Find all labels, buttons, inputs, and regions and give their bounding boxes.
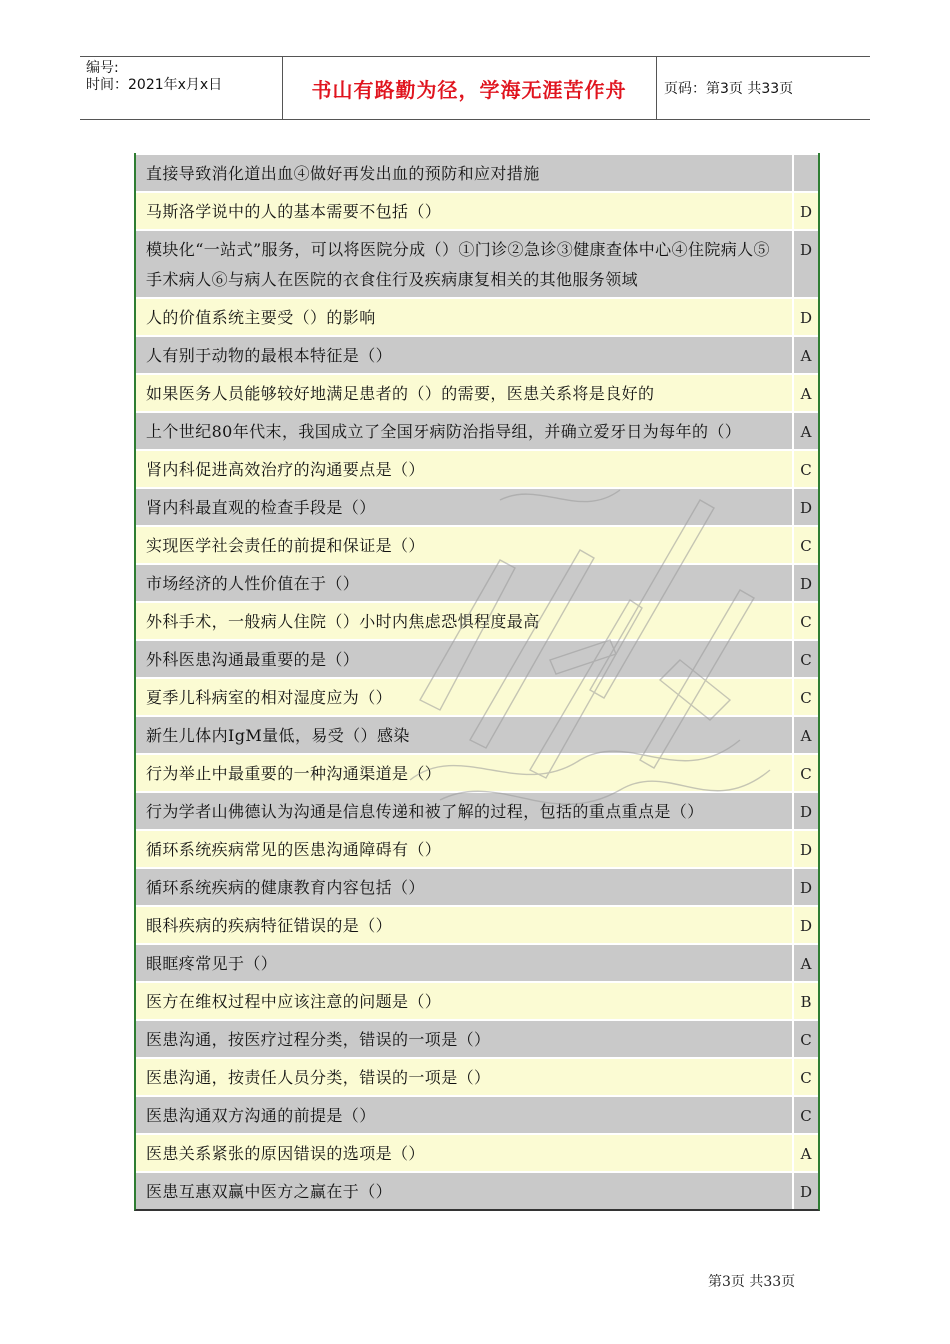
table-row [136,525,818,563]
table-row [136,563,818,601]
answer-letter: C [792,1059,818,1095]
question-answer-table [134,153,820,1211]
question-text: 新生儿体内IgM量低，易受（）感染 [136,717,792,753]
question-text: 循环系统疾病常见的医患沟通障碍有（） [136,831,792,867]
question-text: 马斯洛学说中的人的基本需要不包括（） [136,193,792,229]
page-header [80,56,870,120]
table-row [136,449,818,487]
answer-letter: C [792,641,818,677]
header-meta [86,60,282,116]
table-row [136,867,818,905]
question-text: 模块化“一站式”服务，可以将医院分成（）①门诊②急诊③健康查体中心④住院病人⑤手术病人⑥与病人在医院的衣食住行及疾病康复相关的其他服务领域 [136,231,792,297]
answer-letter: C [792,755,818,791]
question-text: 医患沟通双方沟通的前提是（） [136,1097,792,1133]
question-text: 循环系统疾病的健康教育内容包括（） [136,869,792,905]
answer-letter: D [792,193,818,229]
question-text: 眼眶疼常见于（） [136,945,792,981]
document-number-label: 编号: [86,60,119,76]
answer-letter: C [792,679,818,715]
table-row [136,191,818,229]
question-text: 如果医务人员能够较好地满足患者的（）的需要，医患关系将是良好的 [136,375,792,411]
answer-letter: D [792,489,818,525]
header-motto: 书山有路勤为径，学海无涯苦作舟 [311,77,627,102]
answer-letter: C [792,603,818,639]
answer-letter: D [792,793,818,829]
answer-letter: C [792,527,818,563]
table-row [136,677,818,715]
answer-letter: D [792,869,818,905]
header-page-number: 页码：第3页 共33页 [664,81,794,97]
table-row [136,373,818,411]
table-row [136,487,818,525]
question-text: 人的价值系统主要受（）的影响 [136,299,792,335]
question-text: 医方在维权过程中应该注意的问题是（） [136,983,792,1019]
table-row [136,981,818,1019]
answer-letter: C [792,1021,818,1057]
question-text: 医患关系紧张的原因错误的选项是（） [136,1135,792,1171]
header-divider [656,57,657,119]
table-row [136,229,818,297]
answer-letter: D [792,231,818,297]
answer-letter: D [792,565,818,601]
question-text: 行为学者山佛德认为沟通是信息传递和被了解的过程，包括的重点重点是（） [136,793,792,829]
table-row [136,1019,818,1057]
table-row [136,1171,818,1209]
table-row [136,753,818,791]
answer-letter: C [792,1097,818,1133]
table-row [136,1095,818,1133]
answer-letter: A [792,413,818,449]
question-text: 上个世纪80年代末，我国成立了全国牙病防治指导组，并确立爱牙日为每年的（） [136,413,792,449]
table-row [136,943,818,981]
answer-letter: D [792,831,818,867]
table-row [136,791,818,829]
table-row [136,335,818,373]
answer-letter: A [792,1135,818,1171]
question-text: 市场经济的人性价值在于（） [136,565,792,601]
question-text: 眼科疾病的疾病特征错误的是（） [136,907,792,943]
answer-letter: B [792,983,818,1019]
answer-letter: D [792,1173,818,1209]
document-time-label: 时间：2021年x月x日 [86,77,223,93]
answer-letter: A [792,717,818,753]
answer-letter: A [792,945,818,981]
table-row [136,715,818,753]
table-row [136,601,818,639]
table-row [136,297,818,335]
table-row [136,829,818,867]
table-row [136,1057,818,1095]
question-text: 肾内科促进高效治疗的沟通要点是（） [136,451,792,487]
answer-letter [792,155,818,191]
footer-page-number: 第3页 共33页 [708,1274,796,1290]
question-text: 直接导致消化道出血④做好再发出血的预防和应对措施 [136,155,792,191]
table-row [136,639,818,677]
question-text: 人有别于动物的最根本特征是（） [136,337,792,373]
answer-letter: C [792,451,818,487]
answer-letter: A [792,375,818,411]
question-text: 行为举止中最重要的一种沟通渠道是（） [136,755,792,791]
question-text: 肾内科最直观的检查手段是（） [136,489,792,525]
question-text: 医患沟通，按责任人员分类，错误的一项是（） [136,1059,792,1095]
answer-letter: D [792,907,818,943]
question-text: 医患沟通，按医疗过程分类，错误的一项是（） [136,1021,792,1057]
question-text: 外科手术，一般病人住院（）小时内焦虑恐惧程度最高 [136,603,792,639]
question-text: 医患互惠双赢中医方之赢在于（） [136,1173,792,1209]
table-row [136,411,818,449]
table-row [136,905,818,943]
answer-letter: A [792,337,818,373]
answer-letter: D [792,299,818,335]
table-row [136,153,818,191]
question-text: 夏季儿科病室的相对湿度应为（） [136,679,792,715]
table-row [136,1133,818,1171]
question-text: 实现医学社会责任的前提和保证是（） [136,527,792,563]
question-text: 外科医患沟通最重要的是（） [136,641,792,677]
